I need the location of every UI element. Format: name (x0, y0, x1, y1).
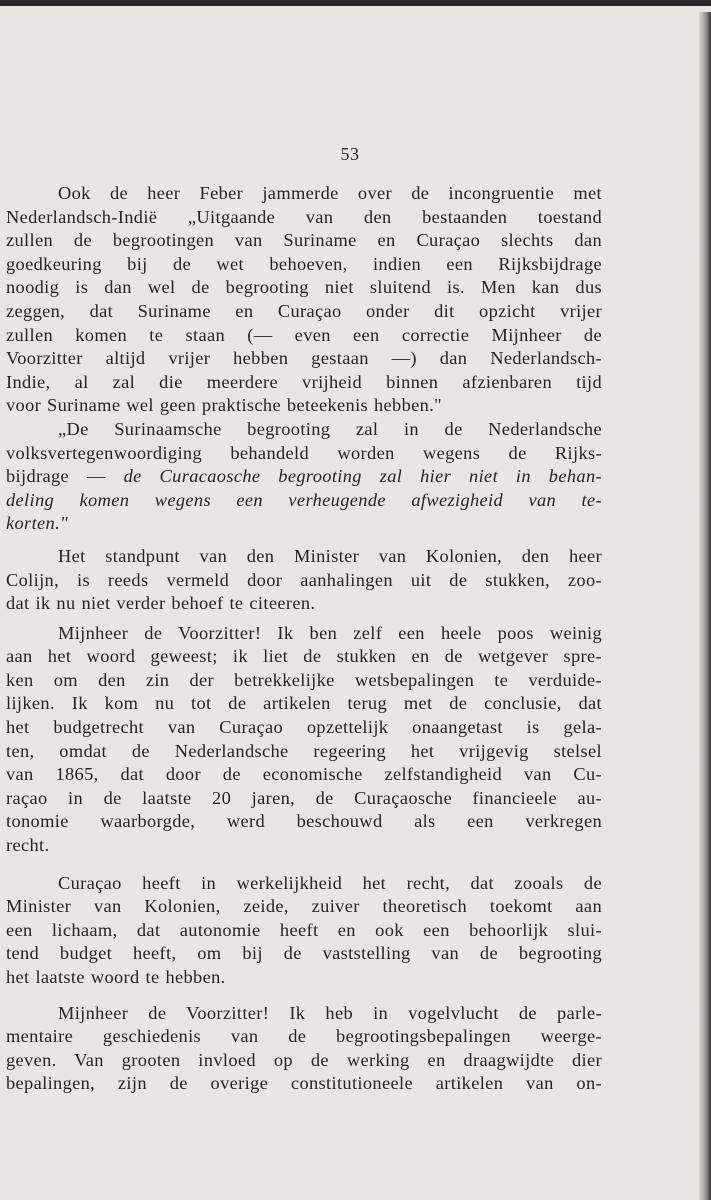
text-line: ten, omdat de Nederlandsche regeering het vrijgevig stelsel (6, 740, 602, 761)
text-line: volksvertegenwoordiging behandeld worden wegens de Rijks- (6, 442, 602, 463)
text-line: tend budget heeft, om bij de vaststelling van de begrooting (6, 943, 602, 964)
text-line: noodig is dan wel de begrooting niet sluitend is. Men kan dus (6, 277, 602, 298)
text-line-mixed (6, 465, 602, 489)
text-line: Colijn, is reeds vermeld door aanhalingen uit de stukken, zoo- (6, 569, 602, 590)
text-line: Minister van Kolonien, zeide, zuiver theoretisch toekomt aan (6, 896, 602, 917)
text-line: Het standpunt van den Minister van Kolonien, den heer (58, 545, 602, 566)
text-plain: bijdrage — (6, 466, 124, 487)
text-line: Mijnheer de Voorzitter! Ik ben zelf een heele poos weinig (58, 622, 602, 643)
text-line (6, 489, 602, 513)
text-line: ken om den zin der betrekkelijke wetsbepalingen te verduide- (6, 669, 602, 690)
text-line: zullen komen te staan (— even een correctie Mijnheer de (6, 324, 602, 345)
page-number: 53 (340, 144, 360, 164)
text-line: Curaçao heeft in werkelijkheid het recht, dat zooals de (58, 872, 602, 893)
paragraph-2 (6, 418, 602, 536)
text-line: een lichaam, dat autonomie heeft en ook een behoorlijk slui- (6, 919, 602, 940)
text-line: Mijnheer de Voorzitter! Ik heb in vogelvlucht de parle- (58, 1002, 602, 1023)
text-line: recht. (6, 835, 50, 856)
paragraph-3 (6, 545, 602, 616)
text-italic: de Curacaosche begrooting zal hier niet in behan- (123, 466, 602, 487)
text-line: bepalingen, zijn de overige constitutioneele artikelen van on- (6, 1073, 602, 1094)
paragraph-6 (6, 1002, 602, 1096)
text-line: goedkeuring bij de wet behoeven, indien een Rijksbijdrage (6, 253, 602, 274)
page-edge-shadow (699, 12, 711, 1200)
text-line: het budgetrecht van Curaçao opzettelijk onaangetast is gela- (6, 717, 602, 738)
text-line: mentaire geschiedenis van de begrootingsbepalingen weerge- (6, 1026, 602, 1047)
text-line: van 1865, dat door de economische zelfstandigheid van Cu- (6, 764, 602, 785)
text-line: Ook de heer Feber jammerde over de incongruentie met (58, 183, 602, 203)
paragraph-1 (6, 182, 602, 418)
text-line: het laatste woord te hebben. (6, 967, 226, 987)
text-line: raçao in de laatste 20 jaren, de Curaçaosche financieele au- (6, 787, 602, 808)
paragraph-4 (6, 622, 602, 858)
text-line: Nederlandsch-Indië „Uitgaande van den bestaanden toestand (6, 206, 602, 227)
text-line: Indie, al zal die meerdere vrijheid binnen afzienbaren tijd (6, 371, 602, 392)
text-line: dat ik nu niet verder behoef te citeeren. (6, 593, 316, 614)
text-italic: korten." (6, 513, 69, 534)
text-line: „De Surinaamsche begrooting zal in de Nederlandsche (58, 418, 602, 439)
text-line: Voorzitter altijd vrijer hebben gestaan —) dan Nederlandsch- (6, 348, 602, 369)
text-line: geven. Van grooten invloed op de werking en draagwijdte dier (6, 1049, 602, 1070)
body-text (6, 182, 602, 1096)
text-line (6, 512, 602, 536)
text-line: lijken. Ik kom nu tot de artikelen terug met de conclusie, dat (6, 693, 602, 714)
text-italic: deling komen wegens een verheugende afwezigheid van te- (6, 489, 602, 510)
text-line: voor Suriname wel geen praktische beteekenis hebben." (6, 395, 442, 416)
text-line: aan het woord geweest; ik liet de stukken en de wetgever spre- (6, 646, 602, 667)
text-line: tonomie waarborgde, werd beschouwd als een verkregen (6, 811, 602, 832)
text-line: zeggen, dat Suriname en Curaçao onder dit opzicht vrijer (6, 300, 602, 321)
paragraph-5 (6, 872, 602, 990)
text-line: zullen de begrootingen van Suriname en Curaçao slechts dan (6, 230, 602, 251)
